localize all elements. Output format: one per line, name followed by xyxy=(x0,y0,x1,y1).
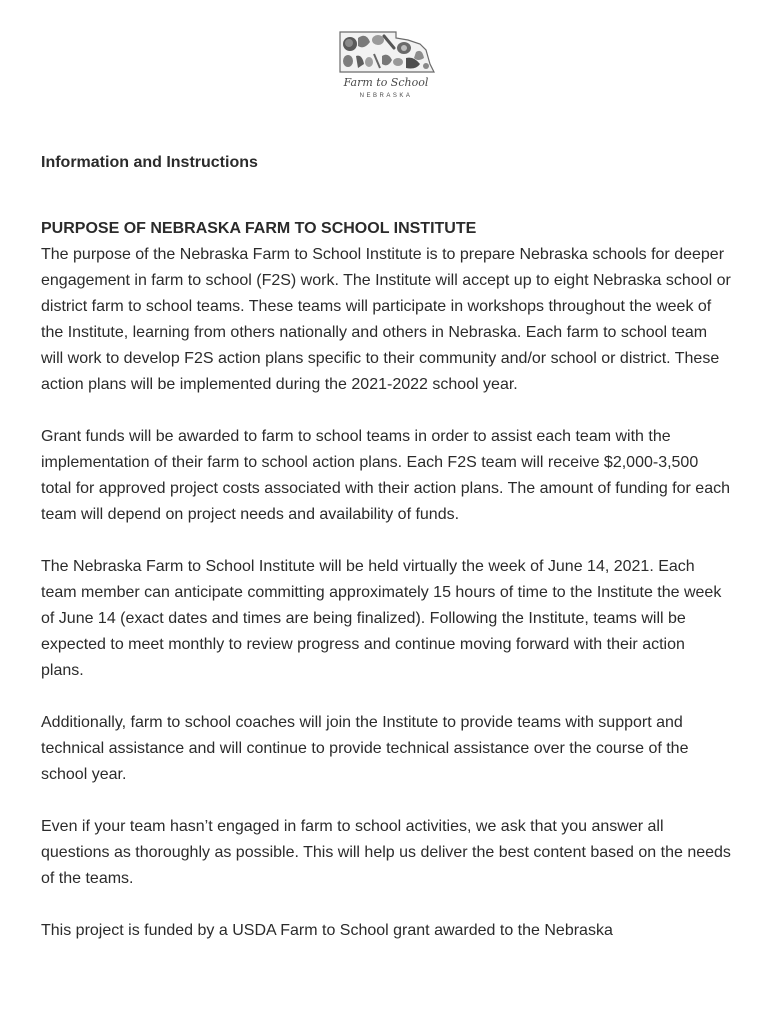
logo-script-text: Farm to School xyxy=(343,76,429,89)
paragraph-purpose: The purpose of the Nebraska Farm to School Institute is to prepare Nebraska schools for deeper engagement in farm to school (F2S) work. The Institute will accept up to eight Nebraska school or district farm to school teams. These teams will participate in workshops throughout the week of the Institute, learning from others nationally and others in Nebraska. Each farm to school team will work to develop F2S action plans specific to their community and/or school or district. These action plans will be implemented during the 2021-2022 school year. xyxy=(41,246,731,393)
document-body xyxy=(41,150,731,970)
paragraph-coaches: Additionally, farm to school coaches will join the Institute to provide teams with support and technical assistance and will continue to provide technical assistance over the course of the school year. xyxy=(41,714,689,783)
farm-to-school-nebraska-logo xyxy=(336,28,436,100)
nebraska-produce-icon xyxy=(336,28,436,100)
paragraph-funding-source: This project is funded by a USDA Farm to School grant awarded to the Nebraska xyxy=(41,922,613,939)
paragraph-grant-funds: Grant funds will be awarded to farm to school teams in order to assist each team with the implementation of their farm to school action plans. Each F2S team will receive $2,000-3,500 total for approved project costs associated with their action plans. The amount of funding for each team will depend on project needs and availability of funds. xyxy=(41,428,730,523)
paragraph-schedule: The Nebraska Farm to School Institute will be held virtually the week of June 14, 2021. Each team member can anticipate committing approximately 15 hours of time to the Institute the week of June 14 (exact dates and times are being finalized). Following the Institute, teams will be expected to meet monthly to review progress and continue moving forward with their action plans. xyxy=(41,558,722,679)
page-title: Information and Instructions xyxy=(41,154,258,171)
logo-state-text: NEBRASKA xyxy=(359,93,413,99)
section-title: PURPOSE OF NEBRASKA FARM TO SCHOOL INSTITUTE xyxy=(41,220,477,237)
paragraph-answer-questions: Even if your team hasn’t engaged in farm to school activities, we ask that you answer all questions as thoroughly as possible. This will help us deliver the best content based on the needs of the teams. xyxy=(41,818,731,887)
